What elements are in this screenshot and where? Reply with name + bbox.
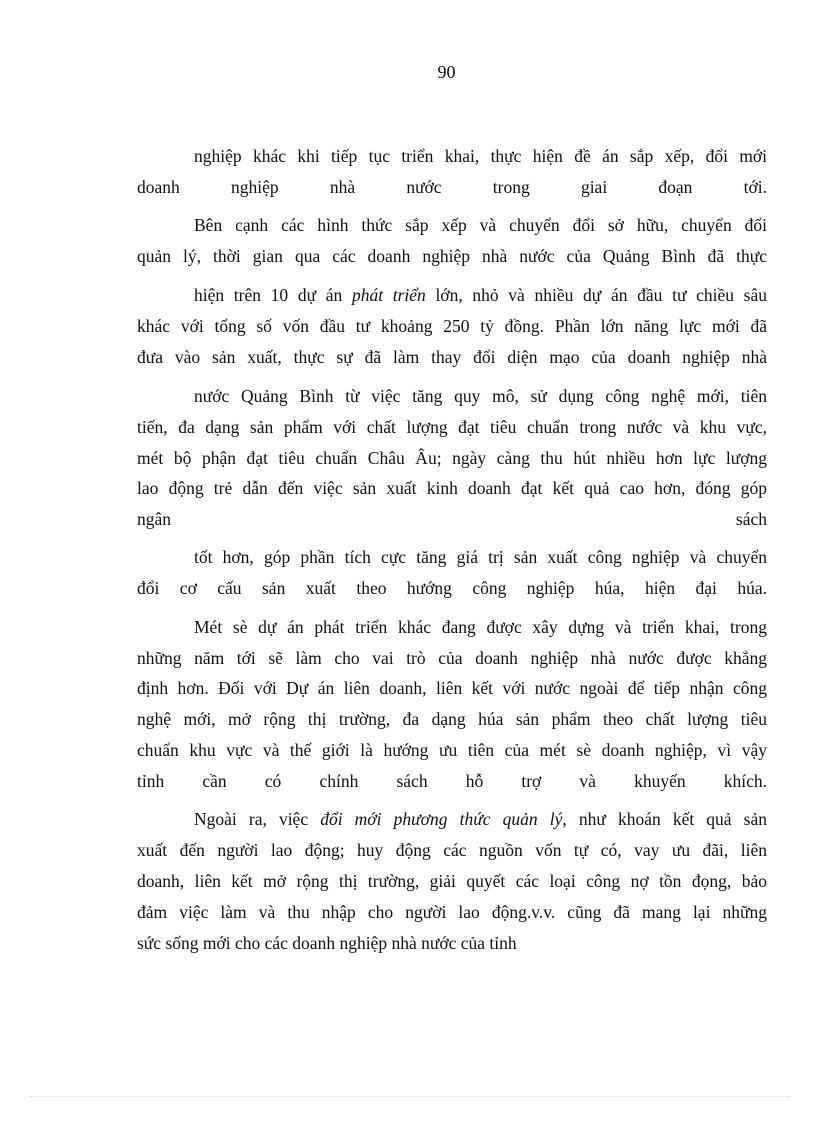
text-line [194,283,767,307]
text-line: nghiệp khác khi tiếp tục triển khai, thực hiện đề án sắp xếp, đổi mới [194,146,767,166]
text-line: chuẩn khu vực và thế giới là hướng ưu tiên của mét sè doanh nghiệp, vì vậy [137,740,767,760]
text-line [194,807,767,831]
text-line: ngân sách [137,509,767,529]
text-line: xuất đến người lao động; huy động các nguồn vốn tự có, vay ưu đãi, liên [137,840,767,860]
italic-text: phát triển [351,285,426,305]
text-line: nghệ mới, mở rộng thị trường, đa dạng húa sản phẩm theo chất lượng tiêu [137,709,767,729]
text-segment: hiện trên 10 dự án [194,285,352,305]
page-number: 90 [437,62,456,82]
text-line: lao động trẻ dẫn đến việc sản xuất kinh doanh đạt kết quả cao hơn, đóng góp [137,478,767,498]
footer-divider [30,1096,790,1097]
text-line: những năm tới sẽ làm cho vai trò của doanh nghiệp nhà nước được khẳng [137,648,767,668]
text-line: mét bộ phận đạt tiêu chuẩn Châu Âu; ngày càng thu hút nhiều hơn lực lượng [137,448,767,468]
text-line: Mét sè dự án phát triển khác đang được xây dựng và triển khai, trong [194,617,767,637]
text-line: nước Quảng Bình từ việc tăng quy mô, sử dụng công nghệ mới, tiên [194,386,767,406]
text-line: khác với tổng số vốn đầu tư khoảng 250 tỷ đồng. Phần lớn năng lực mới đã [137,316,767,336]
text-line: doanh nghiệp nhà nước trong giai đoạn tới. [137,177,767,197]
text-line: quản lý, thời gian qua các doanh nghiệp nhà nước của Quảng Bình đã thực [137,246,767,266]
italic-text: đổi mới phương thức quản lý [320,809,563,829]
text-line: đưa vào sản xuất, thực sự đã làm thay đổi diện mạo của doanh nghiệp nhà [137,347,767,367]
text-line: tiến, đa dạng sản phẩm với chất lượng đạt tiêu chuẩn trong nước và khu vực, [137,417,767,437]
text-line: định hơn. Đối với Dự án liên doanh, liên kết với nước ngoài để tiếp nhận công [137,678,767,698]
text-line: đảm việc làm và thu nhập cho người lao động.v.v. cũng đã mang lại những [137,902,767,922]
text-segment: , như khoán kết quả sản [562,809,767,829]
text-line: doanh, liên kết mở rộng thị trường, giải quyết các loại công nợ tồn đọng, bảo [137,871,767,891]
text-segment: lớn, nhỏ và nhiều dự án đầu tư chiều sâu [425,285,767,305]
text-segment: Ngoài ra, việc [194,809,321,829]
text-line: tốt hơn, góp phần tích cực tăng giá trị sản xuất công nghiệp và chuyển [194,547,767,567]
text-line: Bên cạnh các hình thức sắp xếp và chuyển đổi sở hữu, chuyển đổi [194,215,767,235]
text-line: tỉnh cần có chính sách hỗ trợ và khuyến khích. [137,771,767,791]
text-line: sức sống mới cho các doanh nghiệp nhà nước của tỉnh [137,933,517,953]
text-line: đổi cơ cấu sản xuất theo hướng công nghiệp húa, hiện đại húa. [137,578,767,598]
